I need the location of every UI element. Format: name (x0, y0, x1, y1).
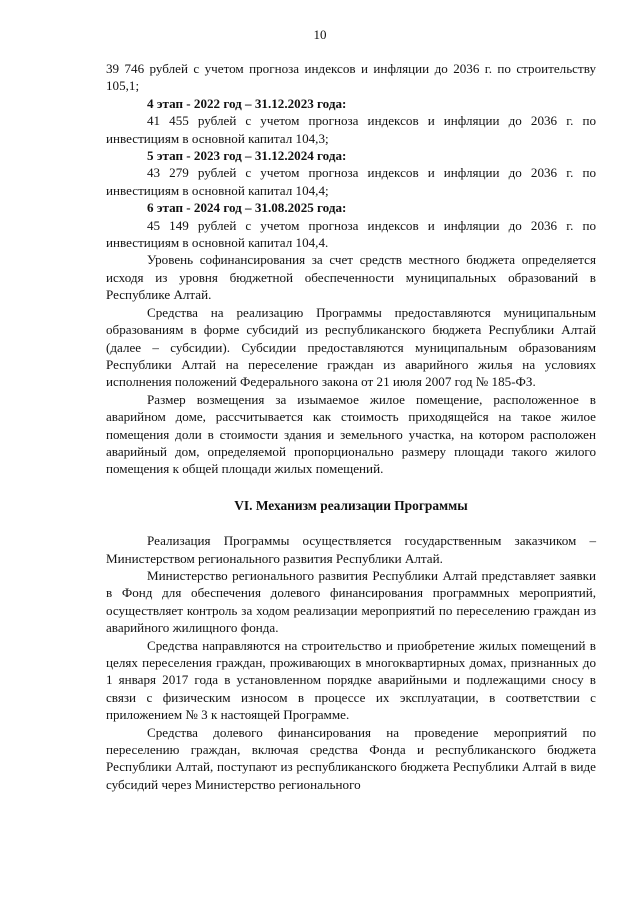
paragraph: Министерство регионального развития Республики Алтай представляет заявки в Фонд для обеспечения долевого финансирования программных мероприятий, осуществляет контроль за ходом реализации мероприятий по переселению граждан из аварийного жилищного фонда. (106, 567, 596, 636)
paragraph: Реализация Программы осуществляется государственным заказчиком – Министерством регионального развития Республики Алтай. (106, 533, 596, 566)
document-body (106, 60, 596, 793)
stage-heading: 6 этап - 2024 год – 31.08.2025 года: (147, 200, 347, 216)
paragraph: Средства долевого финансирования на проведение мероприятий по переселению граждан, включая средства Фонда и республиканского бюджета Республики Алтай, поступают из республиканского бюджета Республики Алтай в виде субсидий через Министерство регионального (106, 724, 596, 792)
paragraph: Размер возмещения за изымаемое жилое помещение, расположенное в аварийном доме, рассчитывается как стоимость приходящейся на такое жилое помещения доли в стоимости здания и земельного участка, на котором расположен аварийный дом, определяемой пропорционально размеру площади такого жилого помещения к общей площади жилых помещений. (106, 391, 596, 477)
paragraph: Уровень софинансирования за счет средств местного бюджета определяется исходя из уровня бюджетной обеспеченности муниципальных образований в Республике Алтай. (106, 252, 596, 303)
stage-heading: 4 этап - 2022 год – 31.12.2023 года: (147, 95, 347, 111)
paragraph: 43 279 рублей с учетом прогноза индексов и инфляции до 2036 г. по инвестициям в основной капитал 104,4; (106, 165, 596, 198)
paragraph: Средства направляются на строительство и приобретение жилых помещений в целях переселения граждан, проживающих в многоквартирных домах, признанных до 1 января 2017 года в установленном порядке аварийными и подлежащими сносу в связи с физическим износом в процессе их эксплуатации, в соответствии с приложением № 3 к настоящей Программе. (106, 637, 596, 723)
page-number: 10 (313, 27, 327, 42)
section-title: VI. Механизм реализации Программы (234, 497, 468, 513)
paragraph: 39 746 рублей с учетом прогноза индексов и инфляции до 2036 г. по строительству 105,1; (106, 61, 596, 94)
paragraph: 41 455 рублей с учетом прогноза индексов и инфляции до 2036 г. по инвестициям в основной капитал 104,3; (106, 113, 596, 146)
paragraph: Средства на реализацию Программы предоставляются муниципальным образованиям в форме субсидий из республиканского бюджета Республики Алтай (далее – субсидии). Субсидии предоставляются муниципальным образованиям Республики Алтай на переселение граждан из аварийного жилья на условиях исполнения положений Федерального закона от 21 июля 2007 год № 185-ФЗ. (106, 304, 596, 390)
stage-heading: 5 этап - 2023 год – 31.12.2024 года: (147, 148, 347, 164)
paragraph: 45 149 рублей с учетом прогноза индексов и инфляции до 2036 г. по инвестициям в основной капитал 104,4. (106, 217, 596, 251)
